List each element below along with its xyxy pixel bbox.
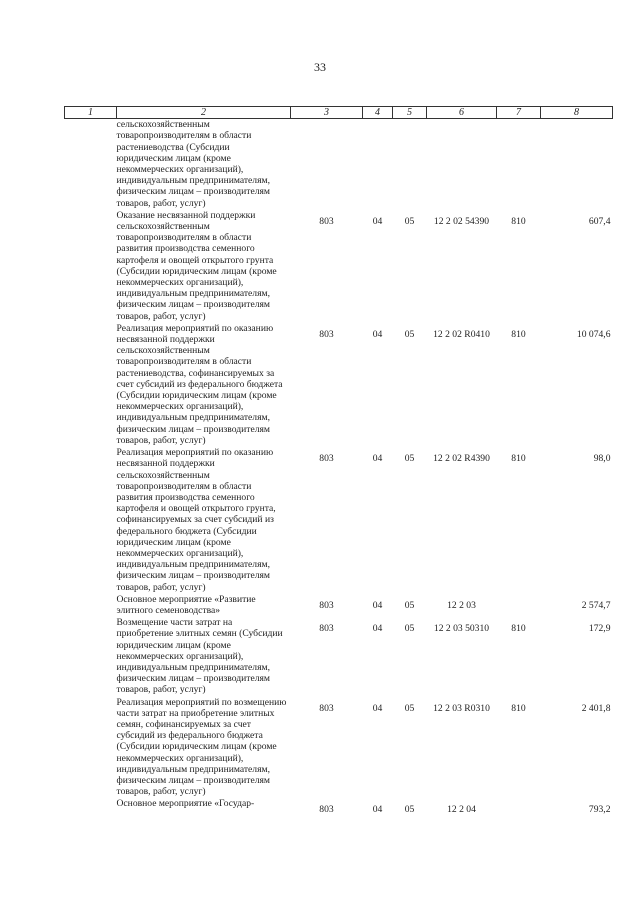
section-code-cell	[363, 119, 393, 210]
subsection-code-cell	[393, 119, 427, 210]
target-article-cell: 12 2 03 50310	[433, 623, 490, 635]
section-code-cell: 04	[372, 328, 383, 340]
ministry-code-cell: 803	[319, 623, 334, 635]
subsection-code-cell: 05	[404, 328, 415, 340]
subsection-code-cell: 05	[404, 623, 415, 635]
target-article-cell: 12 2 03 R0310	[433, 702, 490, 714]
page-number: 33	[314, 60, 326, 74]
row-number-cell	[65, 798, 117, 816]
row-number-cell	[65, 697, 117, 799]
ministry-code-cell: 803	[319, 804, 334, 816]
ministry-code-cell: 803	[319, 599, 334, 611]
header-cell: 2	[117, 107, 291, 119]
header-cell: 5	[393, 107, 427, 119]
row-number-cell	[65, 323, 117, 447]
ministry-code-cell: 803	[319, 215, 334, 227]
subsection-code-cell: 05	[404, 804, 415, 816]
header-cell: 8	[541, 107, 613, 119]
target-article-cell: 12 2 02 R0410	[433, 328, 490, 340]
subsection-code-cell: 05	[404, 599, 415, 611]
subsection-code-cell: 05	[404, 215, 415, 227]
subsection-code-cell: 05	[404, 453, 415, 465]
expense-type-cell: 810	[511, 453, 526, 465]
budget-table	[64, 106, 613, 817]
table-row	[65, 119, 613, 210]
row-name-cell: Основное мероприятие «Государ-	[116, 798, 255, 810]
target-article-cell: 12 2 02 R4390	[433, 453, 490, 465]
header-cell: 1	[65, 107, 117, 119]
expense-type-cell	[497, 119, 541, 210]
section-code-cell: 04	[372, 215, 383, 227]
row-name-cell: сельскохозяйственным товаропроизводителям в области растениеводства (Субсидии юридическим лицам (кроме некоммерческих организаций), индивидуальным предпринимателям, физическим лицам – производителям товаров, работ, услуг)	[116, 119, 270, 209]
amount-cell: 172,9	[588, 623, 611, 635]
target-article-cell: 12 2 02 54390	[433, 215, 490, 227]
expense-type-cell: 810	[511, 215, 526, 227]
header-cell: 3	[291, 107, 363, 119]
amount-cell: 607,4	[588, 215, 611, 227]
amount-cell	[541, 119, 613, 210]
table-row	[65, 697, 613, 799]
row-number-cell	[65, 594, 117, 617]
row-name-cell: Основное мероприятие «Развитие элитного семеноводства»	[116, 593, 256, 616]
amount-cell: 98,0	[593, 453, 611, 465]
expense-type-cell: 810	[511, 328, 526, 340]
expense-type-cell	[497, 798, 541, 816]
expense-type-cell: 810	[511, 623, 526, 635]
ministry-code-cell	[291, 119, 363, 210]
expense-type-cell: 810	[511, 702, 526, 714]
column-number-header	[65, 107, 613, 119]
header-cell: 6	[427, 107, 497, 119]
amount-cell: 2 401,8	[581, 702, 611, 714]
subsection-code-cell: 05	[404, 702, 415, 714]
amount-cell: 2 574,7	[581, 599, 611, 611]
target-article-cell	[427, 119, 497, 210]
section-code-cell: 04	[372, 453, 383, 465]
target-article-cell: 12 2 04	[447, 804, 476, 816]
section-code-cell: 04	[372, 599, 383, 611]
table-row	[65, 447, 613, 594]
row-name-cell: Реализация мероприятий по оказанию несвязанной поддержки сельскохозяйственным товаропроизводителям в области развития производства семенного картофеля и овощей открытого грунта, софинансируемых за счет субсидий из федерального бюджета (Субсидии юридическим лицам (кроме некоммерческих организаций), индивидуальным предпринимателям, физическим лицам – производителям товаров, работ, услуг)	[116, 447, 276, 593]
table-row	[65, 617, 613, 696]
header-cell: 4	[363, 107, 393, 119]
row-number-cell	[65, 447, 117, 594]
table-row	[65, 210, 613, 323]
table-row	[65, 798, 613, 816]
ministry-code-cell: 803	[319, 702, 334, 714]
header-cell: 7	[497, 107, 541, 119]
row-number-cell	[65, 210, 117, 323]
amount-cell: 10 074,6	[576, 328, 611, 340]
row-name-cell: Оказание несвязанной поддержки сельскохозяйственным товаропроизводителям в области развития производства семенного картофеля и овощей открытого грунта (Субсидии юридическим лицам (кроме некоммерческих организаций), индивидуальным предпринимателям, физическим лицам – производителям товаров, работ, услуг)	[116, 209, 277, 322]
row-number-cell	[65, 119, 117, 210]
target-article-cell: 12 2 03	[447, 599, 476, 611]
section-code-cell: 04	[372, 623, 383, 635]
row-name-cell: Реализация мероприятий по оказанию несвязанной поддержки сельскохозяйственным товаропроизводителям в области растениеводства, софинансируемых за счет субсидий из федерального бюджета (Субсидии юридическим лицам (кроме некоммерческих организаций), индивидуальным предпринимателям, физическим лицам – производителям товаров, работ, услуг)	[116, 322, 283, 446]
section-code-cell: 04	[372, 804, 383, 816]
amount-cell: 793,2	[588, 804, 611, 816]
expense-type-cell	[497, 594, 541, 617]
section-code-cell: 04	[372, 702, 383, 714]
row-number-cell	[65, 617, 117, 696]
table-row	[65, 323, 613, 447]
row-name-cell: Возмещение части затрат на приобретение элитных семян (Субсидии юридическим лицам (кроме некоммерческих организаций), индивидуальным предпринимателям, физическим лицам – производителям товаров, работ, услуг)	[116, 617, 283, 696]
ministry-code-cell: 803	[319, 453, 334, 465]
table-row	[65, 594, 613, 617]
row-name-cell: Реализация мероприятий по возмещению части затрат на приобретение элитных семян, софинансируемых за счет субсидий из федерального бюджета (Субсидии юридическим лицам (кроме некоммерческих организаций), индивидуальным предпринимателям, физическим лицам – производителям товаров, работ, услуг)	[116, 696, 287, 798]
ministry-code-cell: 803	[319, 328, 334, 340]
